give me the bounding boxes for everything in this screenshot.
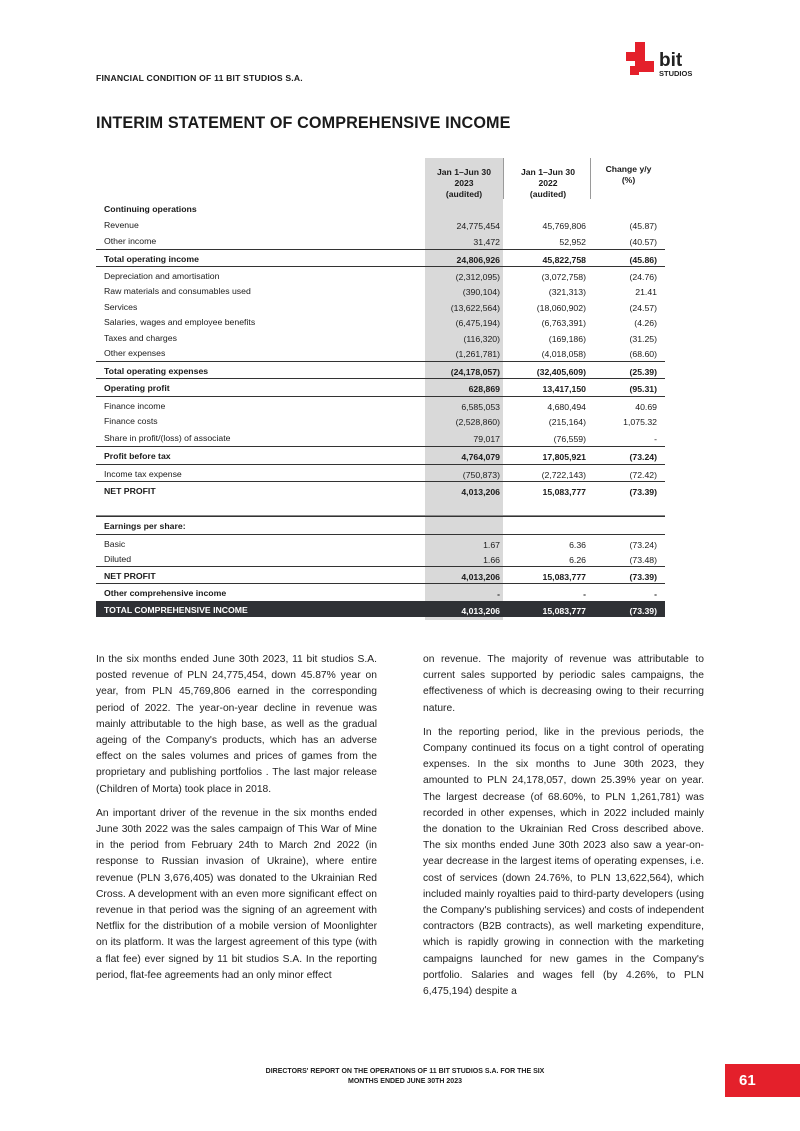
value-2022: (169,186) [548, 333, 586, 344]
value-2023: (13,622,564) [450, 302, 500, 313]
value-change: (73.48) [629, 554, 657, 565]
value-change: (24.76) [629, 271, 657, 282]
value-2022: (4,018,058) [541, 348, 586, 359]
value-2023: - [497, 588, 500, 599]
value-2022: (215,164) [548, 416, 586, 427]
row-label: Diluted [104, 553, 132, 564]
paragraph: An important driver of the revenue in the six months ended June 30th 2022 was the sales campaign of This War of Mine in the period from February 24th to March 2nd 2022 (in response to Russian invasion of Ukraine), where entire revenue (PLN 3,676,405) was donated to the Ukrainian Red Cross. A development with an even more significant effect on revenue in that period was the signing of an agreement with Netflix for the distribution of a mobile version of Moonlighter on its platform. It was the largest agreement of this type (with a flat fee) ever signed by 11 bit studios S.A. In the reporting period, flat-fee agreements had an only minor effect [96, 807, 377, 981]
logo-text-bottom: STUDIOS [659, 69, 693, 78]
table-row [96, 412, 665, 428]
value-2022: 17,805,921 [542, 451, 586, 462]
value-2023: (6,475,194) [455, 317, 500, 328]
value-2022: (2,722,143) [541, 469, 586, 480]
page-title: INTERIM STATEMENT OF COMPREHENSIVE INCOME [96, 114, 511, 132]
value-2022: 15,083,777 [542, 605, 586, 616]
value-change: (72.42) [629, 469, 657, 480]
row-label: Other income [104, 235, 157, 246]
value-2023: (2,312,095) [455, 271, 500, 282]
value-change: (73.39) [629, 605, 657, 616]
table-row [96, 601, 665, 617]
section-header: FINANCIAL CONDITION OF 11 BIT STUDIOS S.A. [96, 73, 303, 83]
row-label: Total operating income [104, 253, 199, 264]
value-2023: (1,261,781) [455, 348, 500, 359]
row-label: Revenue [104, 219, 139, 230]
value-2023: 1.66 [483, 554, 500, 565]
row-label: Services [104, 301, 138, 312]
value-2023: 4,013,206 [461, 571, 500, 582]
table-row [96, 216, 665, 232]
paragraph: In the reporting period, like in the previous periods, the Company continued its focus on a tight control of operating expenses. In the six months to June 30th 2023, they amounted to PLN 24,178,057, down 25.39% year on year. The largest decrease (of 68.60%, to PLN 1,261,781) was recorded in other expenses, which in 2022 included mainly the donation to the Ukrainian Red Cross described above. The six months ended June 30th 2023 also saw a year-on-year decrease in the largest items of operating expenses, i.e. cost of services (down 24.76%, to PLN 13,622,564), which included mainly royalties paid to third-party developers (using the Company's publishing services) and costs of independent contractors (B2B contracts), as well marketing expenditure, which is rapidly growing in connection with the marketing campaigns launched for new games in the Company's portfolio. Salaries and wages fell (by 4.26%, to PLN 6,475,194) despite a [423, 726, 704, 998]
row-label: TOTAL COMPREHENSIVE INCOME [104, 604, 248, 615]
value-2022: 45,822,758 [542, 254, 586, 265]
table-row [96, 516, 665, 533]
value-change: 21.41 [635, 286, 657, 297]
value-2022: (3,072,758) [541, 271, 586, 282]
value-2023: (116,320) [463, 333, 500, 344]
value-2022: 45,769,806 [542, 220, 586, 231]
row-label: Total operating expenses [104, 365, 209, 376]
column-header-2023: Jan 1–Jun 30 2023 (audited) [437, 167, 491, 199]
value-2023: 24,775,454 [456, 220, 500, 231]
table-row [96, 282, 665, 298]
value-2022: (6,763,391) [541, 317, 586, 328]
value-2023: 79,017 [473, 433, 500, 444]
row-label: Taxes and charges [104, 332, 177, 343]
table-row [96, 249, 665, 266]
value-change: (31.25) [629, 333, 657, 344]
paragraph: In the six months ended June 30th 2023, 11 bit studios S.A. posted revenue of PLN 24,775,454, down 45.87% year on year, from PLN 45,769,806 earned in the corresponding period of 2022. The year-on-year decline in revenue was mainly attributable to the high base, as well as the gradual ageing of the Company's products, which has an adverse effect on the sales volumes and prices of games from the proprietary and publishing portfolios . The last major release (Children of Morta) took place in 2018. [96, 654, 377, 795]
table-row [96, 566, 665, 583]
value-2022: 15,083,777 [542, 486, 586, 497]
value-change: - [654, 433, 657, 444]
body-text-left-column [96, 652, 377, 992]
logo-text-top: bit [659, 50, 683, 71]
body-text-right-column [423, 652, 704, 1008]
value-change: (73.39) [629, 486, 657, 497]
table-row [96, 232, 665, 248]
value-2023: 4,764,079 [461, 451, 500, 462]
table-row [96, 481, 665, 498]
column-separator [590, 158, 591, 199]
table-row [96, 550, 665, 566]
value-2023: 31,472 [473, 236, 500, 247]
value-change: (40.57) [629, 236, 657, 247]
column-separator [503, 158, 504, 199]
table-row [96, 344, 665, 360]
table-row [96, 429, 665, 445]
row-label: Operating profit [104, 382, 170, 393]
row-label: Depreciation and amortisation [104, 270, 220, 281]
page-number: 61 [725, 1064, 800, 1097]
value-2022: (321,313) [548, 286, 586, 297]
row-label: Share in profit/(loss) of associate [104, 432, 231, 443]
value-change: (95.31) [629, 383, 657, 394]
value-2023: 4,013,206 [425, 606, 500, 616]
value-2023: 24,806,926 [456, 254, 500, 265]
value-2022: 52,952 [559, 236, 586, 247]
value-change: (25.39) [629, 366, 657, 377]
row-label: Other comprehensive income [104, 587, 227, 598]
value-2022: 13,417,150 [542, 383, 586, 394]
table-row [96, 313, 665, 329]
value-change: (73.24) [629, 539, 657, 550]
value-2023: (390,104) [462, 286, 500, 297]
row-label: Profit before tax [104, 450, 171, 461]
value-2023: (24,178,057) [450, 366, 500, 377]
value-change: (24.57) [629, 302, 657, 313]
page-footer: DIRECTORS' REPORT ON THE OPERATIONS OF 11 BIT STUDIOS S.A. FOR THE SIX MONTHS ENDED JUNE 30TH 2023 [265, 1068, 545, 1085]
row-label: Earnings per share: [104, 520, 186, 531]
value-change: - [654, 588, 657, 599]
value-change: (73.39) [629, 571, 657, 582]
table-row [96, 329, 665, 345]
row-label: NET PROFIT [104, 570, 156, 581]
value-2022: 4,680,494 [547, 401, 586, 412]
value-change: 40.69 [635, 401, 657, 412]
paragraph: on revenue. The majority of revenue was attributable to current sales supported by periodic sales campaigns, the effectiveness of which is decreasing owing to their recurring nature. [423, 654, 704, 714]
value-2022: - [583, 588, 586, 599]
row-label: Basic [104, 538, 126, 549]
table-row [96, 200, 665, 216]
value-2022: 15,083,777 [542, 571, 586, 582]
table-row [96, 583, 665, 600]
row-label: Income tax expense [104, 468, 182, 479]
value-change: 1,075.32 [623, 416, 657, 427]
table-row [96, 266, 665, 283]
table-row [96, 446, 665, 463]
row-label: Continuing operations [104, 203, 197, 214]
value-2023: 628,869 [468, 383, 500, 394]
value-2023: 4,013,206 [461, 486, 500, 497]
table-row [96, 534, 665, 551]
table-row [96, 378, 665, 395]
11-bit-studios-logo [626, 42, 704, 82]
row-label: Other expenses [104, 347, 166, 358]
table-row [96, 464, 665, 481]
value-2023: (750,873) [462, 469, 500, 480]
value-2023: (2,528,860) [455, 416, 500, 427]
value-change: (68.60) [629, 348, 657, 359]
value-2022: 6.36 [569, 539, 586, 550]
table-row [96, 396, 665, 413]
column-header-change: Change y/y (%) [605, 164, 652, 185]
value-2023: 6,585,053 [461, 401, 500, 412]
value-2022: 6.26 [569, 554, 586, 565]
row-label: Finance income [104, 400, 166, 411]
value-2023: 1.67 [483, 539, 500, 550]
row-label: Salaries, wages and employee benefits [104, 316, 256, 327]
value-change: (45.86) [629, 254, 657, 265]
table-row [96, 361, 665, 378]
value-2022: (18,060,902) [536, 302, 586, 313]
row-label: Finance costs [104, 415, 158, 426]
value-change: (4.26) [634, 317, 657, 328]
value-change: (45.87) [629, 220, 657, 231]
value-change: (73.24) [629, 451, 657, 462]
table-row [96, 298, 665, 314]
section-divider [96, 515, 665, 516]
column-header-2022: Jan 1–Jun 30 2022 (audited) [521, 167, 575, 199]
value-2022: (32,405,609) [536, 366, 586, 377]
value-2022: (76,559) [553, 433, 586, 444]
row-label: NET PROFIT [104, 485, 156, 496]
row-label: Raw materials and consumables used [104, 285, 251, 296]
